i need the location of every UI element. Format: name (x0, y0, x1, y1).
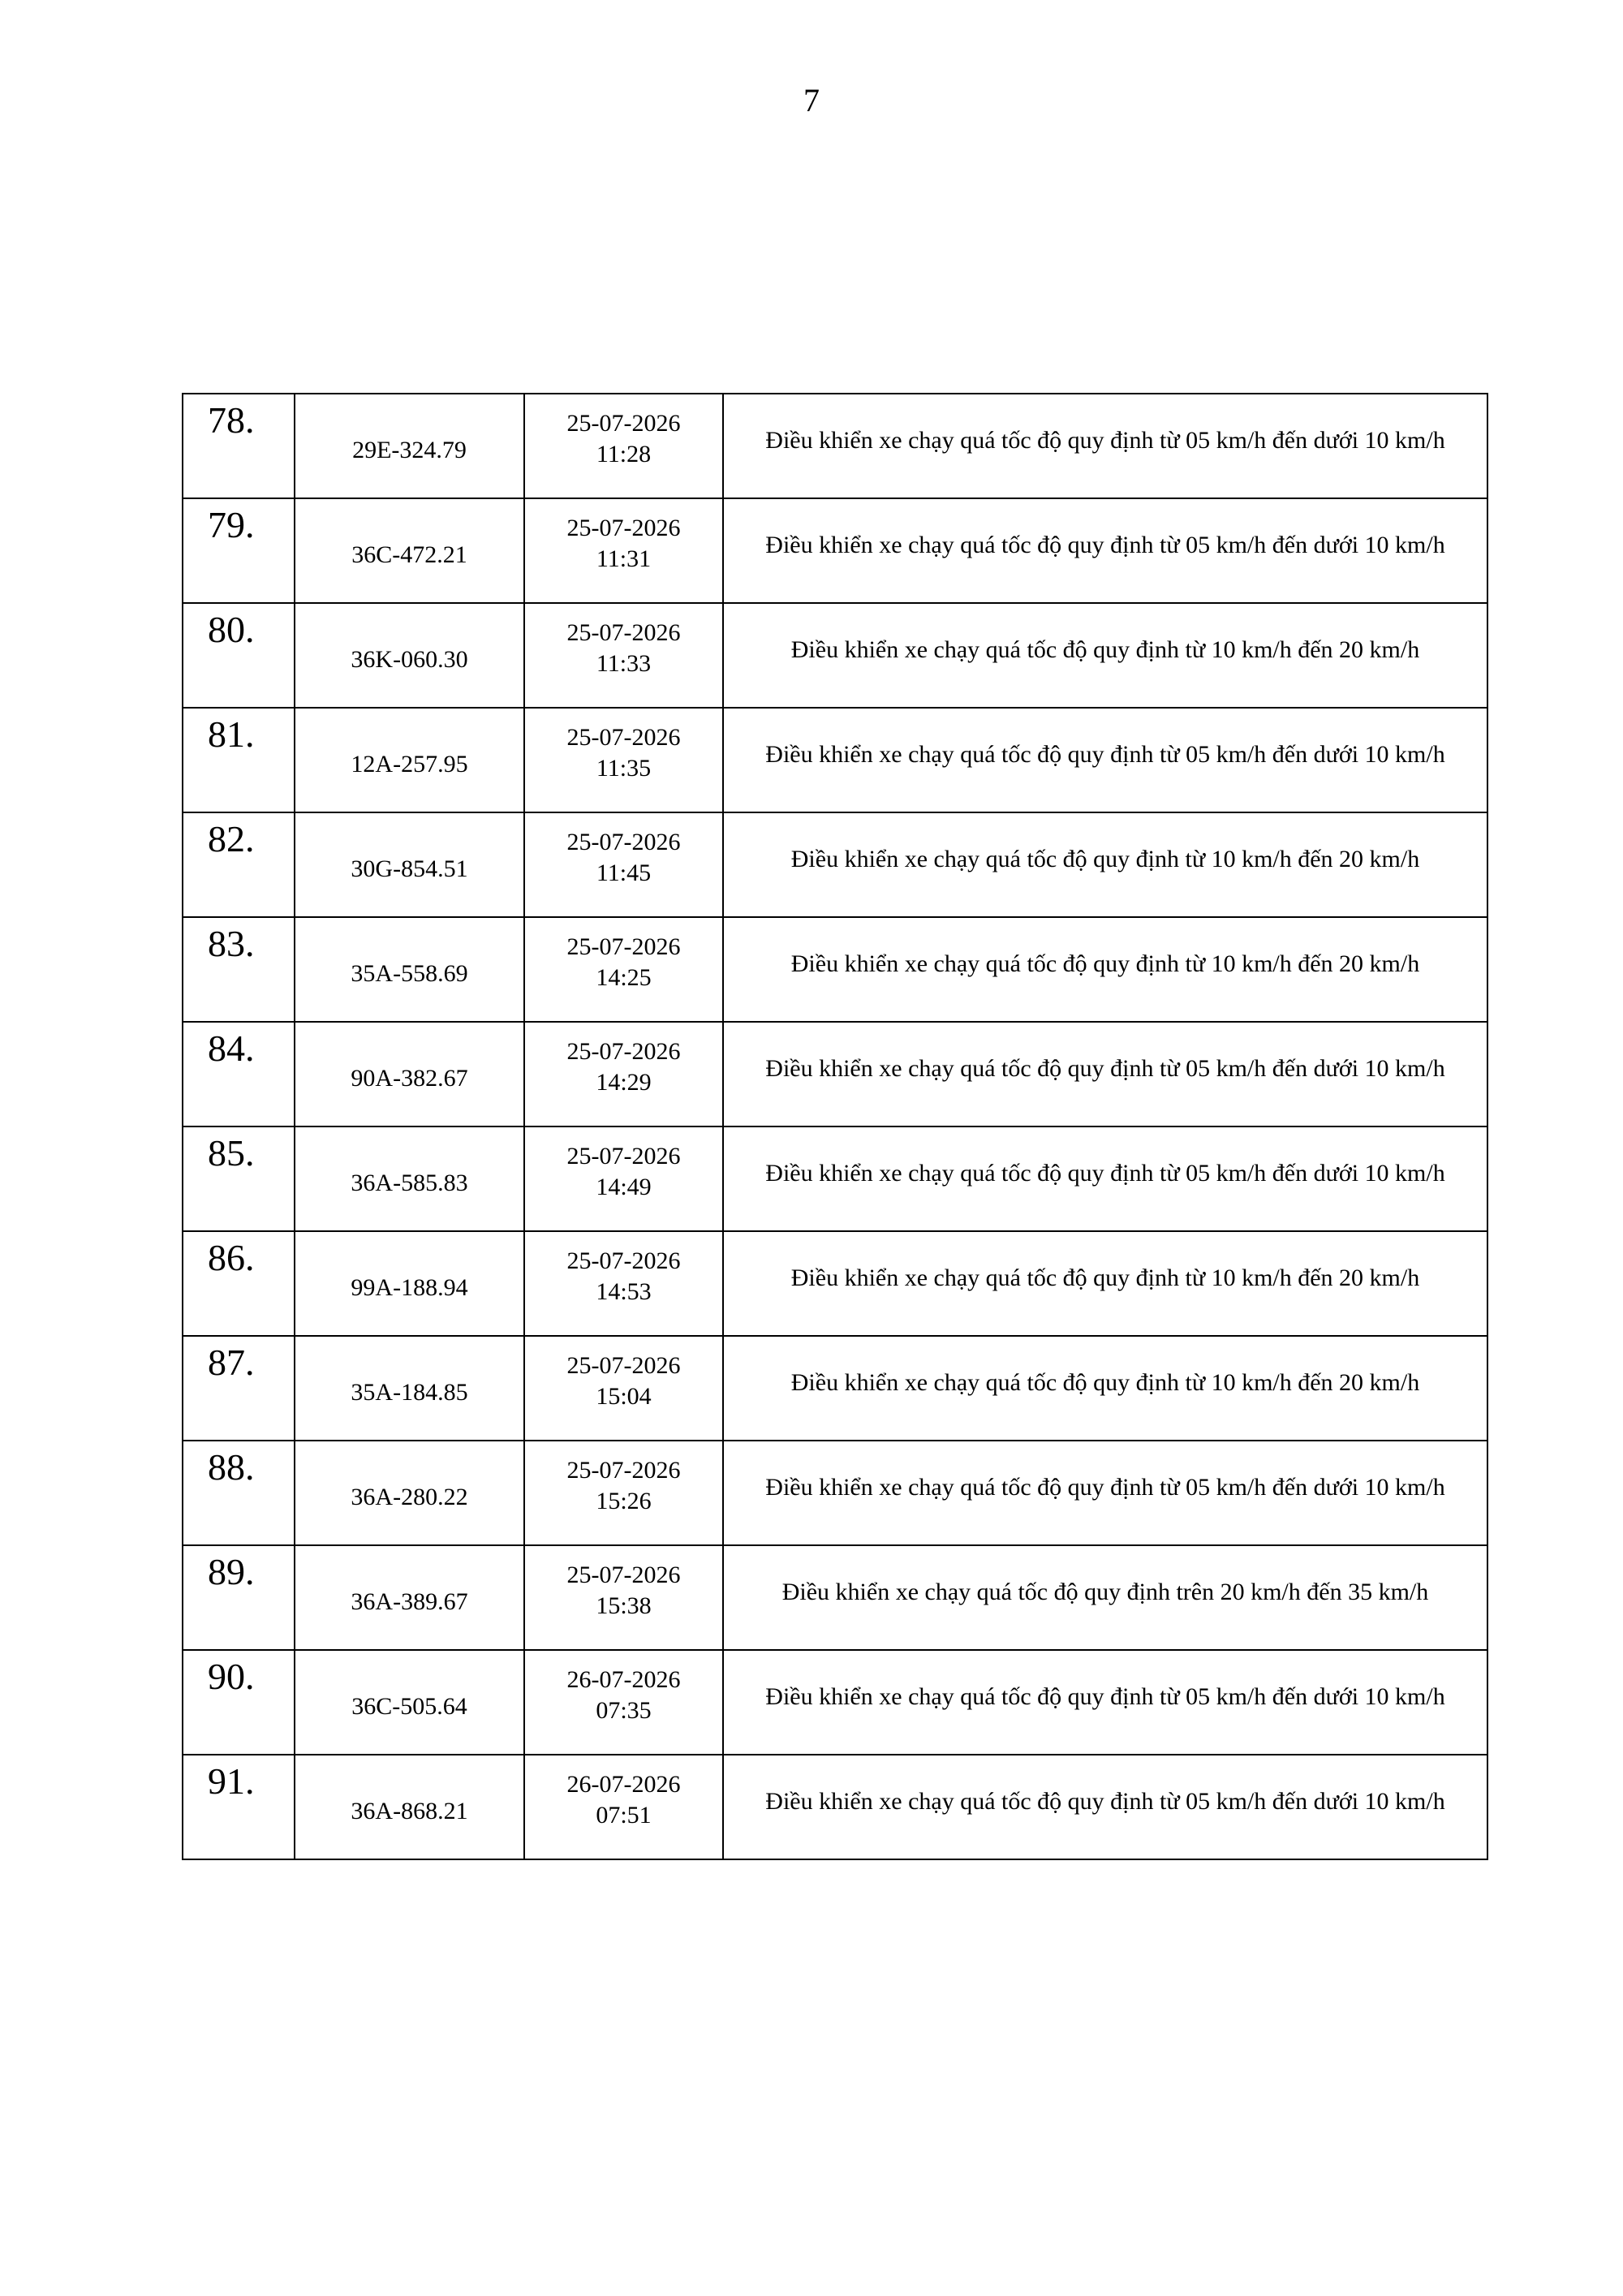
row-number: 79. (208, 504, 255, 545)
row-number: 85. (208, 1132, 255, 1174)
violation-cell (723, 498, 1487, 603)
plate-cell (295, 708, 524, 812)
violation-time: 14:53 (596, 1277, 652, 1305)
table-row (183, 1650, 1487, 1755)
license-plate: 36A-585.83 (351, 1169, 468, 1196)
row-number: 87. (208, 1342, 255, 1383)
violation-cell (723, 603, 1487, 708)
datetime-cell (524, 1231, 723, 1336)
violation-cell (723, 1755, 1487, 1859)
violation-date: 25-07-2026 (566, 618, 681, 646)
license-plate: 29E-324.79 (352, 436, 467, 463)
row-number-cell (183, 1126, 295, 1231)
plate-cell (295, 1545, 524, 1650)
license-plate: 12A-257.95 (351, 750, 468, 778)
plate-cell (295, 1755, 524, 1859)
table-row (183, 917, 1487, 1022)
violation-cell (723, 1022, 1487, 1126)
violation-description: Điều khiển xe chạy quá tốc độ quy định từ 05 km/h đến dưới 10 km/h (765, 1054, 1445, 1082)
row-number-cell (183, 812, 295, 917)
row-number: 83. (208, 923, 255, 964)
violation-time: 11:33 (596, 649, 652, 677)
violation-time: 15:38 (596, 1592, 652, 1619)
plate-cell (295, 1022, 524, 1126)
row-number-cell (183, 1336, 295, 1441)
violation-description: Điều khiển xe chạy quá tốc độ quy định từ 05 km/h đến dưới 10 km/h (765, 740, 1445, 768)
violation-date: 26-07-2026 (566, 1770, 681, 1798)
license-plate: 99A-188.94 (351, 1273, 468, 1301)
license-plate: 36A-868.21 (351, 1797, 468, 1824)
violation-description: Điều khiển xe chạy quá tốc độ quy định từ 05 km/h đến dưới 10 km/h (765, 1159, 1445, 1187)
row-number: 91. (208, 1760, 255, 1802)
license-plate: 36A-389.67 (351, 1587, 468, 1615)
violation-date: 25-07-2026 (566, 409, 681, 437)
page-number: 7 (803, 82, 820, 118)
plate-cell (295, 603, 524, 708)
violations-table-body (183, 394, 1487, 1859)
row-number: 90. (208, 1656, 255, 1697)
violation-cell (723, 1650, 1487, 1755)
license-plate: 30G-854.51 (351, 855, 468, 882)
violation-cell (723, 1231, 1487, 1336)
violation-date: 25-07-2026 (566, 1561, 681, 1588)
plate-cell (295, 498, 524, 603)
row-number-cell (183, 1231, 295, 1336)
datetime-cell (524, 812, 723, 917)
plate-cell (295, 812, 524, 917)
datetime-cell (524, 1755, 723, 1859)
row-number: 86. (208, 1237, 255, 1278)
table-row (183, 1441, 1487, 1545)
violation-date: 25-07-2026 (566, 514, 681, 541)
violations-table (182, 393, 1488, 1860)
datetime-cell (524, 603, 723, 708)
row-number-cell (183, 1545, 295, 1650)
violation-date: 25-07-2026 (566, 933, 681, 960)
violation-date: 25-07-2026 (566, 1351, 681, 1379)
violation-time: 14:25 (596, 963, 652, 991)
datetime-cell (524, 394, 723, 498)
license-plate: 35A-184.85 (351, 1378, 468, 1406)
license-plate: 36A-280.22 (351, 1483, 468, 1510)
violation-time: 11:28 (596, 440, 652, 467)
violation-date: 26-07-2026 (566, 1665, 681, 1693)
table-row (183, 1755, 1487, 1859)
violation-cell (723, 812, 1487, 917)
violation-description: Điều khiển xe chạy quá tốc độ quy định từ 05 km/h đến dưới 10 km/h (765, 426, 1445, 454)
row-number-cell (183, 708, 295, 812)
license-plate: 36C-505.64 (351, 1692, 467, 1720)
row-number-cell (183, 1441, 295, 1545)
table-row (183, 708, 1487, 812)
violation-description: Điều khiển xe chạy quá tốc độ quy định từ 05 km/h đến dưới 10 km/h (765, 531, 1445, 558)
violation-description: Điều khiển xe chạy quá tốc độ quy định từ 10 km/h đến 20 km/h (790, 1368, 1420, 1396)
violation-cell (723, 1336, 1487, 1441)
license-plate: 90A-382.67 (351, 1064, 468, 1092)
plate-cell (295, 1231, 524, 1336)
table-row (183, 1545, 1487, 1650)
violation-date: 25-07-2026 (566, 1142, 681, 1170)
violation-description: Điều khiển xe chạy quá tốc độ quy định từ 10 km/h đến 20 km/h (790, 1264, 1420, 1291)
row-number: 78. (208, 399, 255, 441)
violation-cell (723, 1545, 1487, 1650)
violation-time: 11:35 (596, 754, 652, 782)
license-plate: 35A-558.69 (351, 959, 468, 987)
violation-time: 11:31 (596, 545, 652, 572)
violation-description: Điều khiển xe chạy quá tốc độ quy định từ 05 km/h đến dưới 10 km/h (765, 1787, 1445, 1815)
datetime-cell (524, 1545, 723, 1650)
violation-description: Điều khiển xe chạy quá tốc độ quy định trên 20 km/h đến 35 km/h (781, 1578, 1429, 1605)
table-row (183, 603, 1487, 708)
datetime-cell (524, 917, 723, 1022)
plate-cell (295, 917, 524, 1022)
table-row (183, 812, 1487, 917)
row-number-cell (183, 394, 295, 498)
table-row (183, 1336, 1487, 1441)
violation-description: Điều khiển xe chạy quá tốc độ quy định từ 05 km/h đến dưới 10 km/h (765, 1473, 1445, 1501)
violation-time: 14:49 (596, 1173, 652, 1200)
violation-time: 07:35 (596, 1696, 652, 1724)
plate-cell (295, 394, 524, 498)
violation-time: 07:51 (596, 1801, 652, 1829)
datetime-cell (524, 1022, 723, 1126)
row-number-cell (183, 917, 295, 1022)
datetime-cell (524, 498, 723, 603)
row-number-cell (183, 498, 295, 603)
datetime-cell (524, 1336, 723, 1441)
violation-cell (723, 1126, 1487, 1231)
plate-cell (295, 1336, 524, 1441)
plate-cell (295, 1441, 524, 1545)
table-row (183, 1126, 1487, 1231)
row-number-cell (183, 1650, 295, 1755)
plate-cell (295, 1650, 524, 1755)
row-number: 80. (208, 609, 255, 650)
table-row (183, 498, 1487, 603)
row-number: 89. (208, 1551, 255, 1592)
violation-description: Điều khiển xe chạy quá tốc độ quy định từ 10 km/h đến 20 km/h (790, 950, 1420, 977)
row-number-cell (183, 603, 295, 708)
row-number: 84. (208, 1027, 255, 1069)
datetime-cell (524, 1650, 723, 1755)
violation-description: Điều khiển xe chạy quá tốc độ quy định từ 10 km/h đến 20 km/h (790, 635, 1420, 663)
violation-cell (723, 917, 1487, 1022)
violation-time: 14:29 (596, 1068, 652, 1096)
license-plate: 36C-472.21 (351, 541, 467, 568)
table-row (183, 1231, 1487, 1336)
plate-cell (295, 1126, 524, 1231)
violation-date: 25-07-2026 (566, 1456, 681, 1484)
violation-date: 25-07-2026 (566, 723, 681, 751)
row-number: 82. (208, 818, 255, 859)
datetime-cell (524, 1441, 723, 1545)
row-number: 88. (208, 1446, 255, 1488)
violation-date: 25-07-2026 (566, 1037, 681, 1065)
datetime-cell (524, 708, 723, 812)
violation-cell (723, 708, 1487, 812)
datetime-cell (524, 1126, 723, 1231)
violation-description: Điều khiển xe chạy quá tốc độ quy định từ 10 km/h đến 20 km/h (790, 845, 1420, 872)
license-plate: 36K-060.30 (351, 645, 468, 673)
table-row (183, 394, 1487, 498)
violation-cell (723, 1441, 1487, 1545)
violation-time: 15:26 (596, 1487, 652, 1514)
violation-date: 25-07-2026 (566, 1247, 681, 1274)
violation-description: Điều khiển xe chạy quá tốc độ quy định từ 05 km/h đến dưới 10 km/h (765, 1682, 1445, 1710)
row-number-cell (183, 1022, 295, 1126)
table-row (183, 1022, 1487, 1126)
violation-date: 25-07-2026 (566, 828, 681, 855)
violation-time: 15:04 (596, 1382, 652, 1410)
row-number-cell (183, 1755, 295, 1859)
violation-cell (723, 394, 1487, 498)
row-number: 81. (208, 713, 255, 755)
violation-time: 11:45 (596, 859, 652, 886)
